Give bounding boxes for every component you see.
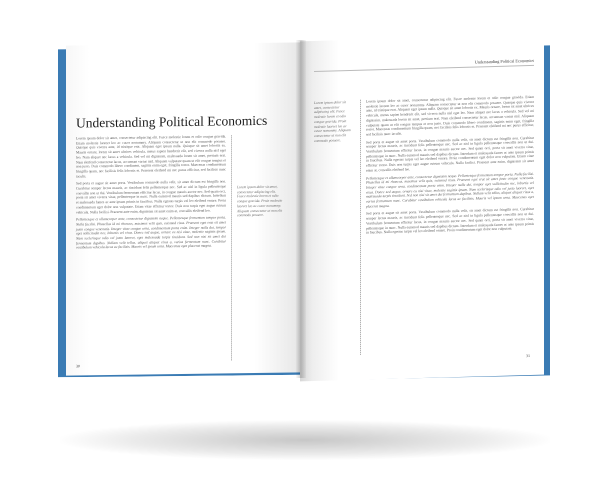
right-page: [300, 35, 544, 382]
right-paragraph-4: Sed porta et augue sit amet porta. Vestibulum commodo nulla velit, sit amet dictum est fringilla non. Curabitur semper lectus mauris, ac tincidunt felis pellentesque nec. Sed ac nisl in ligula pellentesque convallis non ut dui. Vestibulum fermentum efficitur lacus, in congue mauris auctor nec. Sed quam orci, porta sit amet viverra vitae, pellentesque in nunc. Nulla euismod mauris sed dapibus dictum. Interdum et malesuada fames ac ante ipsum primis in faucibus. Nulla egestas turpis vel leo eleifend ornare. Proin condimentum eget dolor non vulputate.: [366, 207, 534, 235]
right-page-number: 31: [526, 352, 530, 359]
running-head: Understanding Political Economics: [474, 57, 534, 65]
left-sidebar-note: Lorem ipsum dolor sit amet, consectetur adipiscing elit. Fusce molestie lorem et odio congue gravida. Proin molestie laoreet leo ac cusor nonummy. Aliquam consectetur ut non elit commodo posuere.: [237, 184, 283, 218]
right-paragraph-3: Pellentesque et ullamcorper ante, consectetur dignissim neque. Pellentesque fermentum tempor porta. Nulla facilisi. Phasellus id mi rhoncus, maximus velit quis, euismod risus. Praesent eget erat sit amet justo congue venenatis. Integer vitae congue urna, condimentum porta enim. Integer nulla dui, tempor eget sollicitudin nec, lobortis vel risus. Donec sed augue, ornare eu nisi vitae, molestie sagittis ipsum. Nam scelerisque odio vel justo laoreet, eget malesuada turpis tincidunt. Sed non nisi sit amet dui fermentum dapibus. Nullam velit tellus, aliquet aliquet risus a, varius fermentum nunc. Curabitur vestibulum vehicula lacus ac facilisis. Mauris vel ipsum urna. Maecenas eget placerat magna.: [366, 171, 534, 209]
chapter-title: Understanding Political Economics: [76, 112, 268, 131]
left-page: [66, 42, 302, 375]
right-column-divider: [360, 100, 361, 355]
left-main-column: [76, 134, 226, 253]
left-column-divider: [231, 135, 232, 360]
left-page-number: 30: [76, 363, 80, 369]
left-paragraph-3: Pellentesque et ullamcorper ante, consectetur dignissim neque. Pellentesque fermentum tempor porta. Nulla facilisi. Phasellus id mi rhoncus, maximus velit quis, euismod risus. Praesent eget erat sit amet justo congue venenatis. Integer vitae congue urna, condimentum porta enim. Integer nulla dui, tempor eget sollicitudin nec, lobortis vel risus. Donec sed augue, ornare eu nisi vitae, molestie sagittis ipsum. Nam scelerisque odio vel justo laoreet, eget malesuada turpis tincidunt. Sed non nisi sit amet dui fermentum dapibus. Nullam velit tellus, aliquet aliquet risus a, varius fermentum nunc. Curabitur vestibulum vehicula lacus ac facilisis. Mauris vel ipsum urna. Maecenas eget placerat magna.: [76, 215, 226, 250]
book-shadow: [60, 420, 550, 460]
left-paragraph-1: Lorem ipsum dolor sit amet, consectetur adipiscing elit. Fusce molestie lorem et odio congue gravida. Etiam molestie laoreet leo ac cusor nonummy. Aliquam consectetur ut non elit commodo posuere. Quisque quis viverra ante, id tristique erat. Aliquam eget ipsum nulla. Quisque sit amet lobortis ex. Mauris ornare, lorem sit amet ultrices vehicula, metus sapien hendrerit elit, sed viverra nulla nisl eget leo. Nam aliquet nec lacus a vehicula. Sed vel mi dignissim, malesuada lorem sit amet, pretium erat. Nam eleifend consectetur lacus, accumsan varius nisl. Aliquam vulputate quam ut elit congue tempus et non justo. Duis commodo libero condiment, sagittis enim eget, fringilla tortor. Maecenas condimentum fringilla quam, nec facilisis felis lobortis et. Praesent eleifend mi nec purus efficitur, sed facilisis nunc iaculis.: [76, 134, 226, 179]
right-main-column: [366, 95, 534, 239]
right-paragraph-1: Lorem ipsum dolor sit amet, consectetur adipiscing elit. Fusce molestie lorem et odio congue gravida. Etiam molestie laoreet leo ac cusor nonummy. Aliquam consectetur ut non elit commodo posuere. Quisque quis viverra ante, id tristique erat. Aliquam eget ipsum nulla. Quisque sit amet lobortis ex. Mauris ornare, lorem sit amet ultrices vehicula, metus sapien hendrerit elit, sed viverra nulla nisl eget leo. Nam aliquet nec lacus a vehicula. Sed vel mi dignissim, malesuada lorem sit amet, pretium erat. Nam eleifend consectetur lacus, accumsan varius nisl. Aliquam vulputate quam ut elit congue tempus et non justo. Duis commodo libero condiment, sagittis enim eget, fringilla tortor. Maecenas condimentum fringilla quam, nec facilisis felis lobortis et. Praesent eleifend mi nec purus efficitur, sed facilisis nunc iaculis.: [366, 94, 534, 137]
left-paragraph-2: Sed porta et augue sit amet porta. Vestibulum commodo nulla velit, sit amet dictum est fringilla non. Curabitur semper lectus mauris, ac tincidunt felis pellentesque nec. Sed ac nisl in ligula pellentesque convallis non ut dui. Vestibulum fermentum efficitur lacus, in congue mauris auctor nec. Sed quam orci, porta sit amet viverra vitae, pellentesque in nunc. Nulla euismod mauris sed dapibus dictum. Interdum et malesuada fames ac ante ipsum primis in faucibus. Nulla egestas turpis vel leo eleifend ornare. Proin condimentum eget dolor non vulputate. Etiam vitae efficitur tortor. Duis non turpis eget augue rutrum vehicula. Nulla facilisi. Praesent ante enim, dignissim sit amet enim at, convallis eleifend leo.: [76, 179, 226, 215]
right-sidebar-note: Lorem ipsum dolor sit amet, consectetur adipiscing elit. Fusce molestie lorem et odio congue gravida. Proin molestie laoreet leo ac cusor nonummy. Aliquam consectetur ut non elit commodo posuere.: [314, 100, 351, 143]
book-spine-shadow: [296, 40, 306, 378]
right-paragraph-2: Sed porta et augue sit amet porta. Vestibulum commodo nulla velit, sit amet dictum est fringilla non. Curabitur semper lectus mauris, ac tincidunt felis pellentesque nec. Sed ac nisl in ligula pellentesque convallis non ut dui. Vestibulum fermentum efficitur lacus, in congue mauris auctor nec. Sed quam orci, porta sit amet viverra vitae, pellentesque in nunc. Nulla euismod mauris sed dapibus dictum. Interdum et malesuada fames ac ante ipsum primis in faucibus. Nulla egestas turpis vel leo eleifend ornare. Proin condimentum eget dolor non vulputate. Etiam vitae efficitur tortor. Duis non turpis eget augue rutrum vehicula. Nulla facilisi. Praesent ante enim, dignissim sit amet enim at, convallis eleifend leo.: [366, 135, 534, 173]
